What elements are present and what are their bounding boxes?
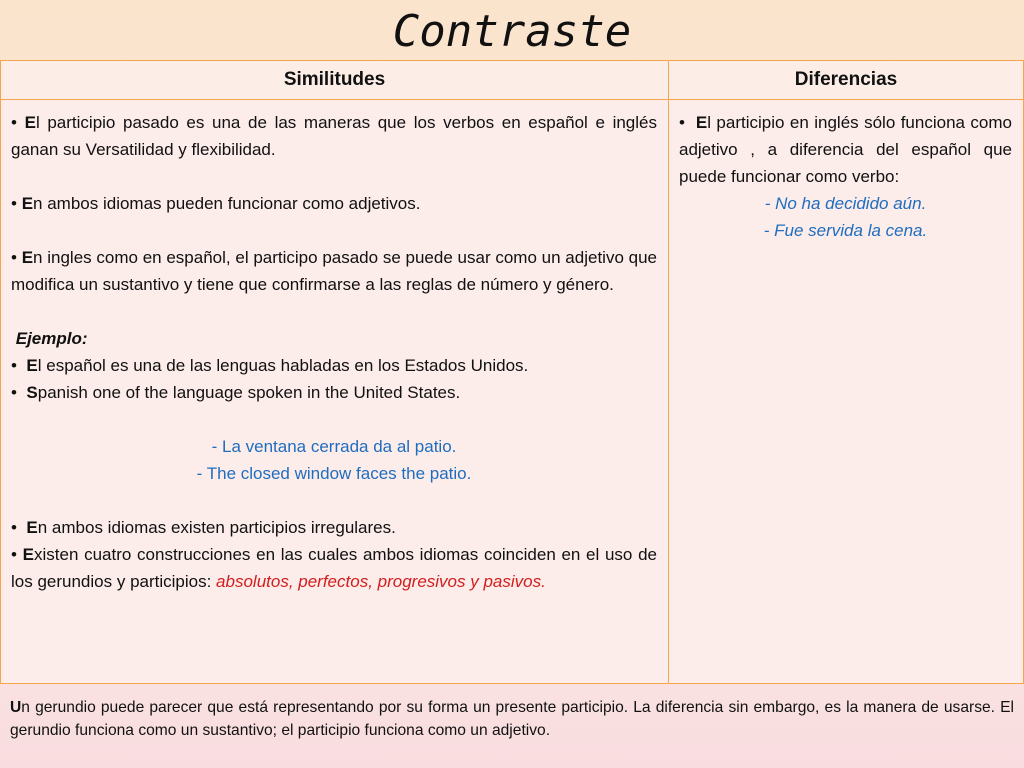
item-text: l participio pasado es una de las maneras que los verbos en español e inglés ganan su Versatilidad y flexibilidad. — [11, 113, 657, 159]
initial-letter: E — [26, 518, 38, 537]
sample-sentence-en: - The closed window faces the patio. — [196, 464, 472, 483]
diferencia-sample-1: - No ha decidido aún. — [764, 194, 927, 213]
header-similitudes: Similitudes — [1, 61, 669, 100]
bullet: • — [11, 383, 17, 402]
similitudes-cell — [1, 100, 669, 684]
item-text: n ambos idiomas pueden funcionar como adjetivos. — [33, 194, 421, 213]
diferencias-cell — [669, 100, 1024, 684]
initial-letter: E — [22, 545, 34, 564]
initial-letter: E — [21, 194, 34, 213]
item-text: l español es una de las lenguas habladas en los Estados Unidos. — [37, 356, 529, 375]
example-label: Ejemplo: — [15, 329, 88, 348]
bullet: • — [11, 194, 17, 213]
item-text: n ambos idiomas existen participios irregulares. — [37, 518, 396, 537]
bullet: • — [679, 113, 685, 132]
bullet: • — [11, 518, 17, 537]
highlighted-terms: absolutos, perfectos, progresivos y pasivos. — [216, 572, 546, 591]
initial-letter: E — [695, 113, 708, 132]
slide-title: Contraste — [392, 6, 632, 57]
item-text: n ingles como en español, el participo pasado se puede usar como un adjetivo que modifica un sustantivo y tiene que confirmarse a las reglas de número y género. — [11, 248, 657, 294]
footer-note — [0, 684, 1024, 768]
initial-letter: E — [26, 356, 38, 375]
similitud-item-concordancia — [11, 244, 657, 298]
similitud-item-irregulares — [11, 514, 657, 541]
initial-letter: E — [21, 248, 34, 267]
similitud-item-versatilidad — [11, 109, 657, 163]
similitud-item-adjetivos — [11, 190, 657, 217]
item-text: panish one of the language spoken in the United States. — [37, 383, 461, 402]
diferencia-item-adjetivo — [679, 109, 1012, 190]
item-text: xisten cuatro construcciones en las cuales ambos idiomas coinciden en el uso de los gerundios y participios: — [11, 545, 657, 591]
bullet: • — [11, 113, 17, 132]
diferencia-sample-2: - Fue servida la cena. — [763, 221, 928, 240]
bullet: • — [11, 356, 17, 375]
comparison-table — [0, 60, 1024, 684]
item-text: l participio en inglés sólo funciona como adjetivo , a diferencia del español que puede funcionar como verbo: — [679, 113, 1012, 186]
example-item-en — [11, 379, 657, 406]
initial-letter: E — [24, 113, 36, 132]
header-diferencias: Diferencias — [669, 61, 1024, 100]
bullet: • — [11, 545, 17, 564]
footer-initial: U — [10, 699, 22, 716]
footer-text: n gerundio puede parecer que está representando por su forma un presente participio. La diferencia sin embargo, es la manera de usarse. El gerundio funciona como un sustantivo; el participio funciona como un adjetivo. — [10, 699, 1014, 739]
sample-sentence-es: - La ventana cerrada da al patio. — [211, 437, 457, 456]
bullet: • — [11, 248, 17, 267]
similitud-item-construcciones — [11, 541, 657, 595]
example-item-es — [11, 352, 657, 379]
initial-letter: S — [26, 383, 38, 402]
